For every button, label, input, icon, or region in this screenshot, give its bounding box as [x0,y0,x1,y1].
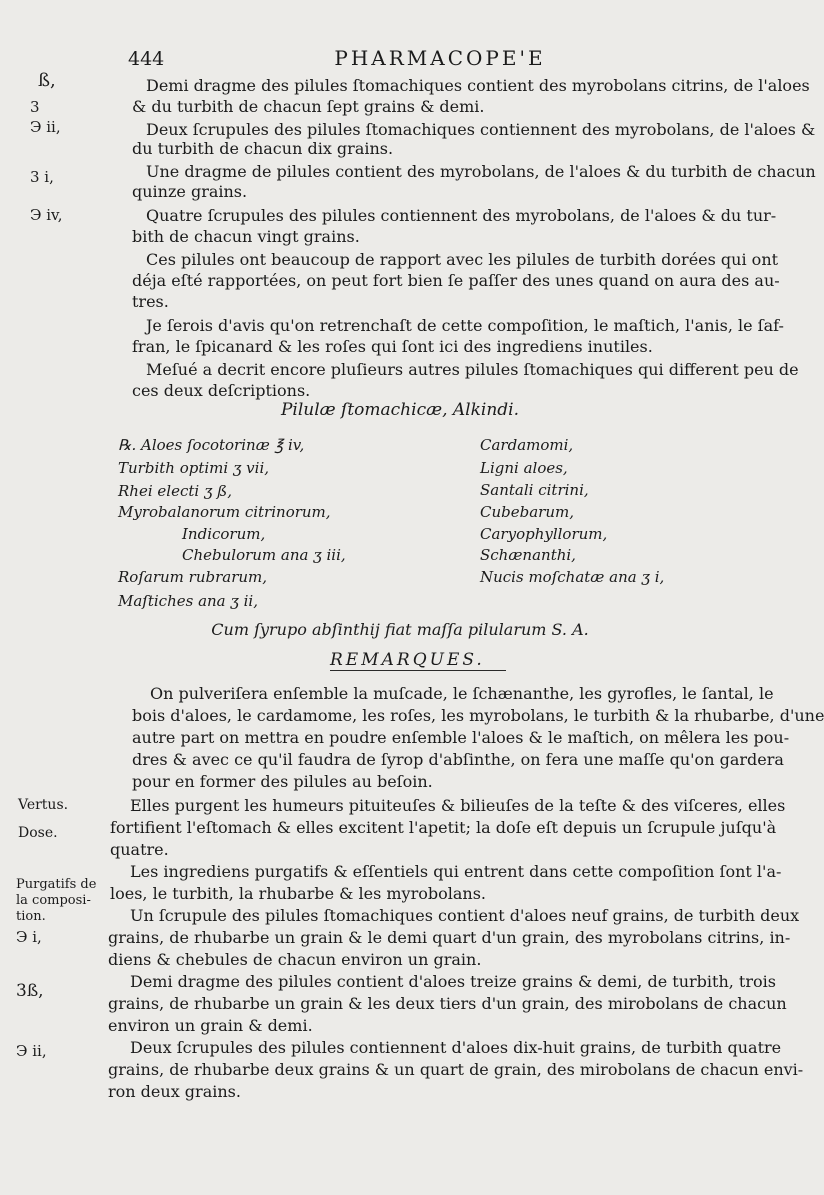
margin-note: Vertus. [18,797,69,813]
text-line: pour en former des pilules au beſoin. [132,772,433,791]
formula-ingredient: Maſtiches ana ʒ ii, [118,592,258,610]
margin-note: Э i, [16,928,42,946]
heading-underline [330,670,506,671]
text-line: loes, le turbith, la rhubarbe & les myrobolans. [110,884,486,903]
margin-note: tion. [16,909,46,924]
text-line: ron deux grains. [108,1082,241,1101]
text-line: environ un grain & demi. [108,1016,313,1035]
text-line: grains, de rhubarbe un grain & les deux tiers d'un grain, des mirobolans de chacun [108,994,787,1013]
formula-ingredient: Chebulorum ana ʒ iii, [182,546,346,564]
text-line: Demi dragme des pilules contient d'aloes treize grains & demi, de turbith, trois [130,972,776,991]
margin-note: Э iv, [30,206,63,224]
margin-note: 3 i, [30,168,54,186]
text-line: quinze grains. [132,182,248,201]
formula-ingredient: Turbith optimi ʒ vii, [118,459,270,477]
text-line: Elles purgent les humeurs pituiteuſes & bilieuſes de la teſte & des viſceres, elles [130,796,786,815]
text-line: quatre. [110,840,169,859]
formula-ingredient: Myrobalanorum citrinorum, [118,503,331,521]
text-line: Ces pilules ont beaucoup de rapport avec les pilules de turbith dorées qui ont [146,250,779,269]
margin-note: la composi- [16,893,91,908]
text-line: fortifient l'eſtomach & elles excitent l'apetit; la doſe eſt depuis un ſcrupule juſqu'à [110,818,777,837]
margin-note: Dose. [18,825,58,841]
text-line: fran, le ſpicanard & les roſes qui ſont ici des ingrediens inutiles. [132,337,653,356]
text-line: & du turbith de chacun ſept grains & demi. [132,97,485,116]
page-header [120,46,760,72]
formula-closing: Cum ſyrupo abſinthij fiat maſſa pilularum S. A. [211,620,589,639]
text-line: tres. [132,292,169,311]
formula-ingredient: Santali citrini, [480,481,589,499]
text-line: grains, de rhubarbe un grain & le demi quart d'un grain, des myrobolans citrins, in- [108,928,791,947]
text-line: ces deux deſcriptions. [132,381,311,400]
text-line: du turbith de chacun dix grains. [132,139,394,158]
remarques-heading: REMARQUES. [330,650,485,670]
text-line: Meſué a decrit encore pluſieurs autres pilules ſtomachiques qui different peu de [146,360,799,379]
margin-note: Purgatifs de [16,877,97,892]
formula-ingredient: Rhei electi ʒ ß, [118,482,232,500]
text-line: Un ſcrupule des pilules ſtomachiques contient d'aloes neuf grains, de turbith deux [130,906,800,925]
text-line: déja eſté rapportées, on peut fort bien ſe paſſer des unes quand on aura des au- [132,271,780,290]
formula-title: Pilulæ ſtomachicæ, Alkindi. [280,400,520,420]
margin-note: 3 [30,98,40,116]
text-line: bith de chacun vingt grains. [132,227,360,246]
page-number: 444 [128,48,165,70]
text-line: Deux ſcrupules des pilules ſtomachiques contiennent des myrobolans, de l'aloes & [146,120,816,139]
margin-note: 3ß, [16,981,44,1001]
text-line: Je ſerois d'avis qu'on retrenchaſt de cette compoſition, le maſtich, l'anis, le ſaf- [146,316,784,335]
formula-ingredient: ℞. Aloes ſocotorinæ ℥ iv, [118,436,305,454]
formula-ingredient: Nucis moſchatæ ana ʒ i, [480,568,665,586]
margin-note: Э ii, [16,1042,47,1060]
formula-ingredient: Cardamomi, [480,436,574,454]
formula-ingredient: Ligni aloes, [480,459,568,477]
text-line: dres & avec ce qu'il faudra de ſyrop d'abſinthe, on fera une maſſe qu'on gardera [132,750,784,769]
text-line: Les ingrediens purgatifs & eſſentiels qui entrent dans cette compoſition ſont l'a- [130,862,782,881]
running-title: PHARMACOPE'E [334,46,546,70]
text-line: bois d'aloes, le cardamome, les roſes, les myrobolans, le turbith & la rhubarbe, d'une [132,706,824,725]
text-line: Quatre ſcrupules des pilules contiennent des myrobolans, de l'aloes & du tur- [146,206,777,225]
text-line: Deux ſcrupules des pilules contiennent d'aloes dix-huit grains, de turbith quatre [130,1038,782,1057]
text-line: grains, de rhubarbe deux grains & un quart de grain, des mirobolans de chacun envi- [108,1060,804,1079]
text-line: autre part on mettra en poudre enſemble l'aloes & le maſtich, on mêlera les pou- [132,728,790,747]
margin-note: ß, [38,70,56,91]
formula-ingredient: Roſarum rubrarum, [118,568,268,586]
formula-ingredient: Indicorum, [182,525,266,543]
text-line: Demi dragme des pilules ſtomachiques contient des myrobolans citrins, de l'aloes [146,76,810,95]
margin-note: Э ii, [30,118,61,136]
formula-ingredient: Cubebarum, [480,503,574,521]
text-line: On pulveriſera enſemble la muſcade, le ſchænanthe, les gyrofles, le ſantal, le [150,684,774,703]
formula-ingredient: Schænanthi, [480,546,576,564]
formula-ingredient: Caryophyllorum, [480,525,608,543]
text-line: Une dragme de pilules contient des myrobolans, de l'aloes & du turbith de chacun [146,162,816,181]
text-line: diens & chebules de chacun environ un grain. [108,950,482,969]
